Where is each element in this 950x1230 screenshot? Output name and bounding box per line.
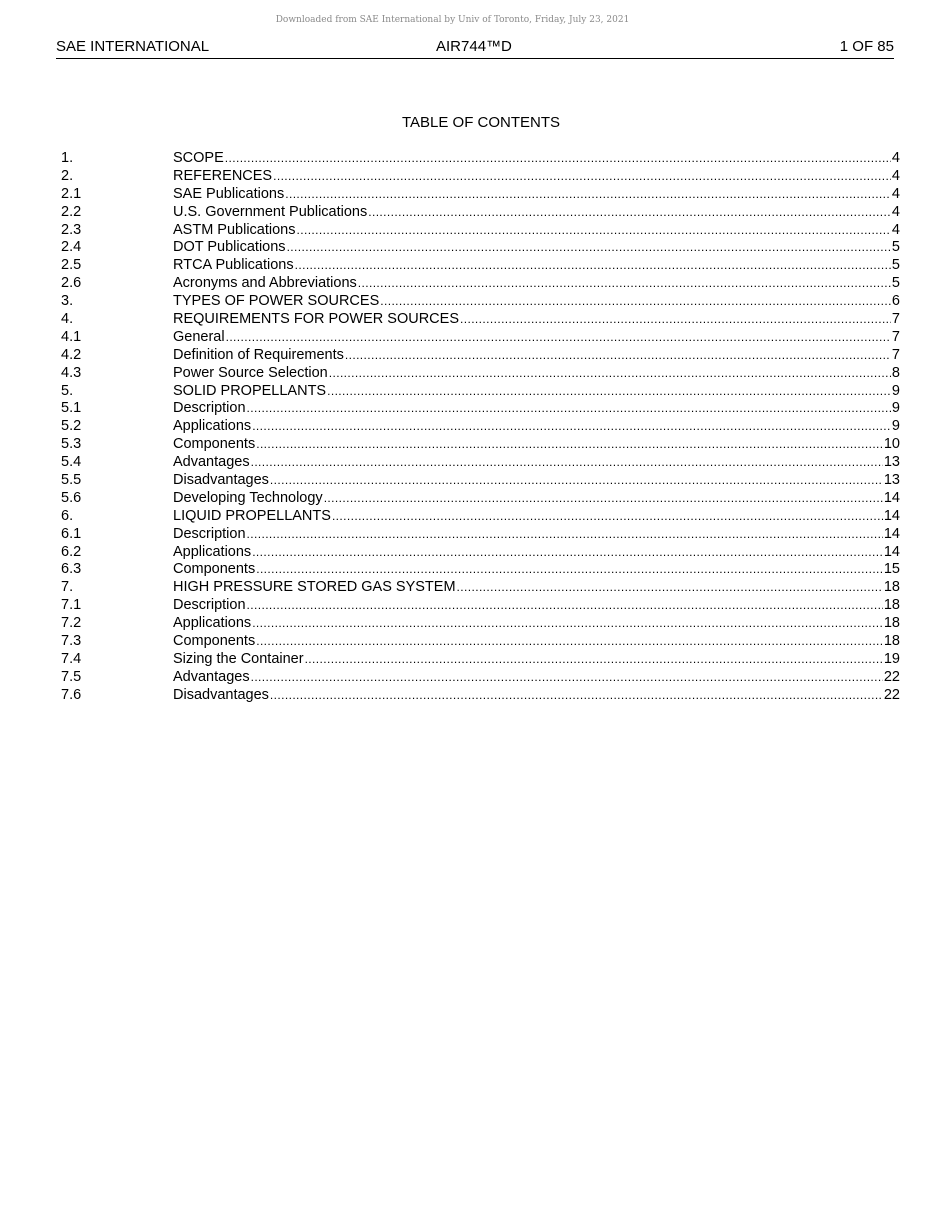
toc-entry-number: 7.5	[61, 668, 82, 685]
toc-entry[interactable]	[61, 293, 900, 311]
toc-entry[interactable]	[61, 579, 900, 597]
toc-entry[interactable]	[61, 168, 900, 186]
toc-entry-title: Disadvantages	[173, 472, 269, 489]
toc-entry[interactable]	[61, 526, 900, 544]
toc-entry-page: 8	[891, 364, 900, 381]
dot-leader	[297, 222, 891, 240]
toc-entry-line	[173, 186, 900, 204]
toc-entry-page: 13	[883, 472, 900, 489]
toc-entry-title: DOT Publications	[173, 239, 286, 256]
toc-entry-title: Acronyms and Abbreviations	[173, 275, 357, 292]
toc-entry-page: 4	[891, 221, 900, 238]
toc-entry[interactable]	[61, 669, 900, 687]
toc-entry[interactable]	[61, 239, 900, 257]
toc-entry-line	[173, 257, 900, 275]
toc-entry-line	[173, 579, 900, 597]
toc-entry-line	[173, 311, 900, 329]
toc-entry-number: 5.4	[61, 454, 82, 471]
toc-entry-number: 7.6	[61, 686, 82, 703]
toc-entry-number: 2.3	[61, 221, 82, 238]
toc-entry[interactable]	[61, 508, 900, 526]
toc-entry-title: U.S. Government Publications	[173, 203, 368, 220]
toc-entry[interactable]	[61, 365, 900, 383]
toc-entry[interactable]	[61, 257, 900, 275]
dot-leader	[256, 633, 883, 651]
toc-entry-line	[173, 651, 900, 669]
dot-leader	[252, 544, 883, 562]
dot-leader	[273, 168, 891, 186]
toc-entry[interactable]	[61, 186, 900, 204]
toc-entry-number: 4.3	[61, 364, 82, 381]
toc-entry-number: 2.5	[61, 257, 82, 274]
dot-leader	[252, 615, 883, 633]
toc-entry-title: Components	[173, 436, 256, 453]
toc-entry-title: RTCA Publications	[173, 257, 294, 274]
toc-entry-page: 9	[891, 418, 900, 435]
dot-leader	[380, 293, 891, 311]
toc-entry-title: TYPES OF POWER SOURCES	[173, 293, 380, 310]
dot-leader	[247, 526, 883, 544]
toc-entry[interactable]	[61, 687, 900, 705]
dot-leader	[251, 669, 883, 687]
toc-entry[interactable]	[61, 633, 900, 651]
dot-leader	[256, 561, 883, 579]
toc-entry-number: 7.	[61, 579, 74, 596]
toc-entry-line	[173, 633, 900, 651]
toc-entry[interactable]	[61, 472, 900, 490]
toc-entry-line	[173, 490, 900, 508]
toc-entry-title: General	[173, 328, 225, 345]
toc-entry[interactable]	[61, 544, 900, 562]
page-header	[56, 38, 894, 59]
dot-leader	[225, 150, 891, 168]
toc-entry-page: 7	[891, 311, 900, 328]
toc-entry-title: Applications	[173, 418, 252, 435]
toc-entry-line	[173, 275, 900, 293]
toc-entry-title: Description	[173, 597, 246, 614]
toc-entry[interactable]	[61, 615, 900, 633]
toc-entry-title: REQUIREMENTS FOR POWER SOURCES	[173, 311, 459, 328]
toc-entry-title: Applications	[173, 543, 252, 560]
toc-entry[interactable]	[61, 454, 900, 472]
dot-leader	[256, 436, 883, 454]
toc-entry-number: 2.4	[61, 239, 82, 256]
toc-entry[interactable]	[61, 490, 900, 508]
toc-entry-page: 7	[891, 346, 900, 363]
toc-entry[interactable]	[61, 275, 900, 293]
toc-entry[interactable]	[61, 311, 900, 329]
toc-entry[interactable]	[61, 418, 900, 436]
toc-entry-title: Advantages	[173, 668, 250, 685]
toc-entry-title: SCOPE	[173, 150, 224, 166]
toc-entry-page: 5	[891, 239, 900, 256]
toc-entry-title: Description	[173, 400, 246, 417]
dot-leader	[332, 508, 883, 526]
toc-entry-line	[173, 204, 900, 222]
toc-entry[interactable]	[61, 561, 900, 579]
toc-entry-page: 14	[883, 489, 900, 506]
dot-leader	[252, 418, 891, 436]
toc-entry-number: 6.	[61, 507, 74, 524]
toc-entry-title: HIGH PRESSURE STORED GAS SYSTEM	[173, 579, 456, 596]
toc-entry-page: 4	[891, 203, 900, 220]
dot-leader	[305, 651, 883, 669]
toc-entry-line	[173, 472, 900, 490]
toc-entry-line	[173, 597, 900, 615]
dot-leader	[358, 275, 891, 293]
toc-entry-page: 18	[883, 597, 900, 614]
toc-entry-number: 5.6	[61, 489, 82, 506]
toc-entry-title: Definition of Requirements	[173, 346, 344, 363]
toc-entry-number: 6.3	[61, 561, 82, 578]
dot-leader	[270, 687, 883, 705]
toc-entry-line	[173, 454, 900, 472]
toc-entry[interactable]	[61, 383, 900, 401]
toc-entry-number: 6.1	[61, 525, 82, 542]
toc-entry-title: REFERENCES	[173, 167, 273, 184]
toc-entry-page: 5	[891, 257, 900, 274]
toc-entry-page: 10	[883, 436, 900, 453]
toc-entry-title: Sizing the Container	[173, 650, 304, 667]
toc-entry-line	[173, 293, 900, 311]
toc-entry-line	[173, 526, 900, 544]
toc-entry-page: 14	[883, 525, 900, 542]
toc-entry-title: Applications	[173, 615, 252, 632]
toc-entry-line	[173, 400, 900, 418]
toc-entry-line	[173, 544, 900, 562]
table-of-contents	[61, 150, 900, 705]
toc-entry-number: 5.3	[61, 436, 82, 453]
dot-leader	[285, 186, 891, 204]
toc-entry[interactable]	[61, 597, 900, 615]
dot-leader	[457, 579, 883, 597]
dot-leader	[460, 311, 891, 329]
toc-entry-line	[173, 329, 900, 347]
toc-entry-page: 15	[883, 561, 900, 578]
toc-entry-number: 5.5	[61, 472, 82, 489]
toc-entry-title: LIQUID PROPELLANTS	[173, 507, 331, 524]
toc-entry-page: 18	[883, 579, 900, 596]
toc-entry-line	[173, 365, 900, 383]
dot-leader	[295, 257, 891, 275]
toc-entry-title: Description	[173, 525, 246, 542]
toc-entry-title: Power Source Selection	[173, 364, 328, 381]
toc-entry-page: 19	[883, 650, 900, 667]
toc-entry-title: Developing Technology	[173, 489, 323, 506]
toc-entry-line	[173, 383, 900, 401]
toc-entry-page: 14	[883, 507, 900, 524]
toc-entry-number: 5.1	[61, 400, 82, 417]
toc-entry-page: 9	[891, 400, 900, 417]
toc-entry-number: 5.2	[61, 418, 82, 435]
toc-entry-line	[173, 508, 900, 526]
toc-entry-line	[173, 239, 900, 257]
toc-entry[interactable]	[61, 204, 900, 222]
toc-entry-line	[173, 561, 900, 579]
toc-entry-number: 3.	[61, 293, 74, 310]
toc-entry-line	[173, 687, 900, 705]
toc-entry-number: 2.6	[61, 275, 82, 292]
toc-entry-line	[173, 150, 900, 168]
toc-entry-number: 7.1	[61, 597, 82, 614]
toc-entry[interactable]	[61, 400, 900, 418]
dot-leader	[251, 454, 883, 472]
toc-entry-page: 22	[883, 668, 900, 685]
toc-entry-title: Components	[173, 561, 256, 578]
toc-title: TABLE OF CONTENTS	[401, 114, 561, 131]
toc-entry-line	[173, 168, 900, 186]
toc-entry-title: SAE Publications	[173, 185, 285, 202]
download-watermark: Downloaded from SAE International by Univ of Toronto, Friday, July 23, 2021	[275, 15, 630, 25]
toc-entry-number: 2.2	[61, 203, 82, 220]
toc-entry-page: 9	[891, 382, 900, 399]
dot-leader	[247, 597, 883, 615]
toc-entry-number: 2.1	[61, 185, 82, 202]
dot-leader	[270, 472, 883, 490]
toc-entry-page: 7	[891, 328, 900, 345]
toc-entry-number: 4.2	[61, 346, 82, 363]
dot-leader	[226, 329, 891, 347]
toc-entry[interactable]	[61, 436, 900, 454]
toc-entry-number: 5.	[61, 382, 74, 399]
dot-leader	[329, 365, 891, 383]
toc-entry-line	[173, 222, 900, 240]
toc-entry-number: 4.1	[61, 328, 82, 345]
toc-entry-title: Disadvantages	[173, 686, 269, 703]
toc-entry-page: 14	[883, 543, 900, 560]
dot-leader	[287, 239, 891, 257]
toc-entry-number: 2.	[61, 167, 74, 184]
toc-entry-line	[173, 418, 900, 436]
dot-leader	[247, 400, 891, 418]
toc-entry[interactable]	[61, 347, 900, 365]
toc-entry-line	[173, 615, 900, 633]
toc-entry-page: 4	[891, 185, 900, 202]
toc-entry[interactable]	[61, 651, 900, 669]
dot-leader	[324, 490, 883, 508]
toc-entry-number: 7.3	[61, 633, 82, 650]
toc-entry[interactable]	[61, 222, 900, 240]
toc-entry-line	[173, 669, 900, 687]
toc-entry[interactable]	[61, 150, 900, 168]
toc-entry-number: 1.	[61, 150, 74, 166]
toc-entry-title: Components	[173, 633, 256, 650]
header-page-indicator: 1 OF 85	[839, 38, 894, 55]
header-organization: SAE INTERNATIONAL	[56, 38, 210, 55]
toc-entry-page: 4	[891, 150, 900, 166]
toc-entry-number: 4.	[61, 311, 74, 328]
dot-leader	[345, 347, 891, 365]
toc-entry-page: 18	[883, 615, 900, 632]
dot-leader	[327, 383, 891, 401]
toc-entry-number: 6.2	[61, 543, 82, 560]
toc-entry-line	[173, 436, 900, 454]
toc-entry-page: 5	[891, 275, 900, 292]
toc-entry-page: 4	[891, 167, 900, 184]
toc-entry-page: 22	[883, 686, 900, 703]
toc-entry-title: SOLID PROPELLANTS	[173, 382, 327, 399]
toc-entry-line	[173, 347, 900, 365]
toc-entry-page: 13	[883, 454, 900, 471]
toc-entry-title: Advantages	[173, 454, 250, 471]
toc-entry-title: ASTM Publications	[173, 221, 296, 238]
toc-entry-page: 6	[891, 293, 900, 310]
toc-entry-page: 18	[883, 633, 900, 650]
header-document-id: AIR744™D	[436, 38, 512, 55]
toc-entry-number: 7.4	[61, 650, 82, 667]
dot-leader	[368, 204, 891, 222]
toc-entry[interactable]	[61, 329, 900, 347]
toc-entry-number: 7.2	[61, 615, 82, 632]
